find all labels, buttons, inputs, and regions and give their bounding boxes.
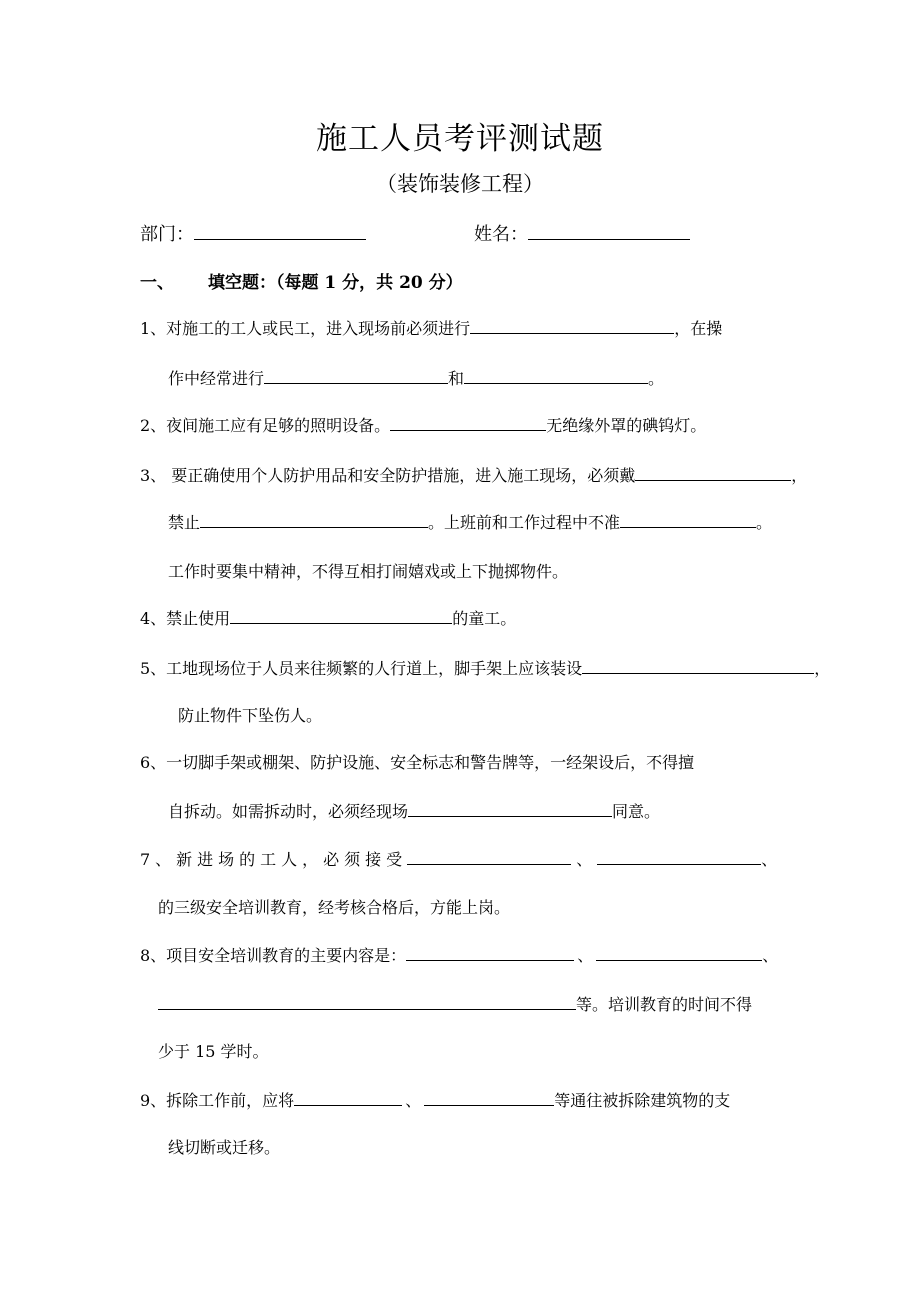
question-5-line-1 [140,656,830,681]
question-6-line-2 [168,799,660,824]
question-text: 、 [762,946,779,965]
question-text: 等。培训教育的时间不得 [576,995,753,1014]
question-7-line-2: 的三级安全培训教育，经考核合格后，方能上岗。 [158,898,511,917]
answer-blank[interactable] [470,316,674,334]
answer-blank[interactable] [582,656,814,674]
question-text: 、 [405,1091,422,1110]
question-text: 。 [648,369,665,388]
department-blank[interactable] [194,222,366,240]
question-3-line-2 [168,510,772,535]
answer-blank[interactable] [464,366,648,384]
section-number: 一、 [140,273,174,293]
question-8-line-2 [158,992,752,1017]
answer-blank[interactable] [158,992,576,1010]
answer-blank[interactable] [390,413,546,431]
question-2 [140,413,706,438]
question-text: 同意。 [612,802,661,821]
question-text: ， [791,466,808,485]
answer-blank[interactable] [264,366,448,384]
question-text: 3、 要正确使用个人防护用品和安全防护措施，进入施工现场，必须戴 [140,466,636,485]
question-1-line-1 [140,316,722,341]
question-3-line-1 [140,463,807,488]
answer-blank[interactable] [408,799,612,817]
section-label: 填空题：（每题 1 分，共 20 分） [208,273,463,293]
question-text: ，在操 [674,319,723,338]
answer-blank[interactable] [406,943,574,961]
answer-blank[interactable] [635,463,791,481]
question-7-line-1 [140,847,777,872]
answer-blank[interactable] [620,510,756,528]
question-9-line-1 [140,1088,730,1113]
answer-blank[interactable] [596,943,762,961]
question-text: 和 [448,369,465,388]
name-blank[interactable] [528,222,690,240]
question-text: 、 [761,850,778,869]
question-5-line-2: 防止物件下坠伤人。 [178,706,323,725]
answer-blank[interactable] [230,606,452,624]
section-heading [140,268,463,293]
document-subtitle: （装饰装修工程） [376,172,544,196]
question-6-line-1: 6、一切脚手架或棚架、防护设施、安全标志和警告牌等，一经架设后，不得擅 [140,753,695,772]
question-3-line-3: 工作时要集中精神，不得互相打闹嬉戏或上下抛掷物件。 [168,562,569,581]
question-text: 7、新进场的工人，必须接受 [140,850,408,869]
question-text: 自拆动。如需拆动时，必须经现场 [168,802,409,821]
question-text: 、 [576,850,593,869]
question-text: 。上班前和工作过程中不准 [428,513,621,532]
question-text: 作中经常进行 [168,369,265,388]
question-text: 4、禁止使用 [140,609,231,628]
question-text: 1、对施工的工人或民工，进入现场前必须进行 [140,319,471,338]
question-9-line-2: 线切断或迁移。 [168,1138,281,1157]
answer-blank[interactable] [424,1088,554,1106]
answer-blank[interactable] [597,847,761,865]
department-row [140,222,366,247]
question-text: 等通往被拆除建筑物的支 [554,1091,731,1110]
answer-blank[interactable] [294,1088,402,1106]
question-text: 8、项目安全培训教育的主要内容是： [140,946,407,965]
question-1-line-2 [168,366,664,391]
question-text: 无绝缘外罩的碘钨灯。 [546,416,707,435]
question-text: 2、夜间施工应有足够的照明设备。 [140,416,391,435]
question-text: ， [814,659,831,678]
question-text: 、 [577,946,594,965]
question-4 [140,606,516,631]
question-text: 的童工。 [452,609,517,628]
name-label: 姓名： [474,224,528,245]
question-8-line-3: 少于 15 学时。 [158,1042,269,1061]
question-text: 禁止 [168,513,201,532]
document-title: 施工人员考评测试题 [316,121,604,157]
question-text: 。 [756,513,773,532]
answer-blank[interactable] [200,510,428,528]
question-text: 9、拆除工作前，应将 [140,1091,295,1110]
name-row [474,222,690,247]
question-8-line-1 [140,943,778,968]
question-text: 5、工地现场位于人员来往频繁的人行道上，脚手架上应该装设 [140,659,583,678]
answer-blank[interactable] [407,847,571,865]
department-label: 部门： [140,224,194,245]
